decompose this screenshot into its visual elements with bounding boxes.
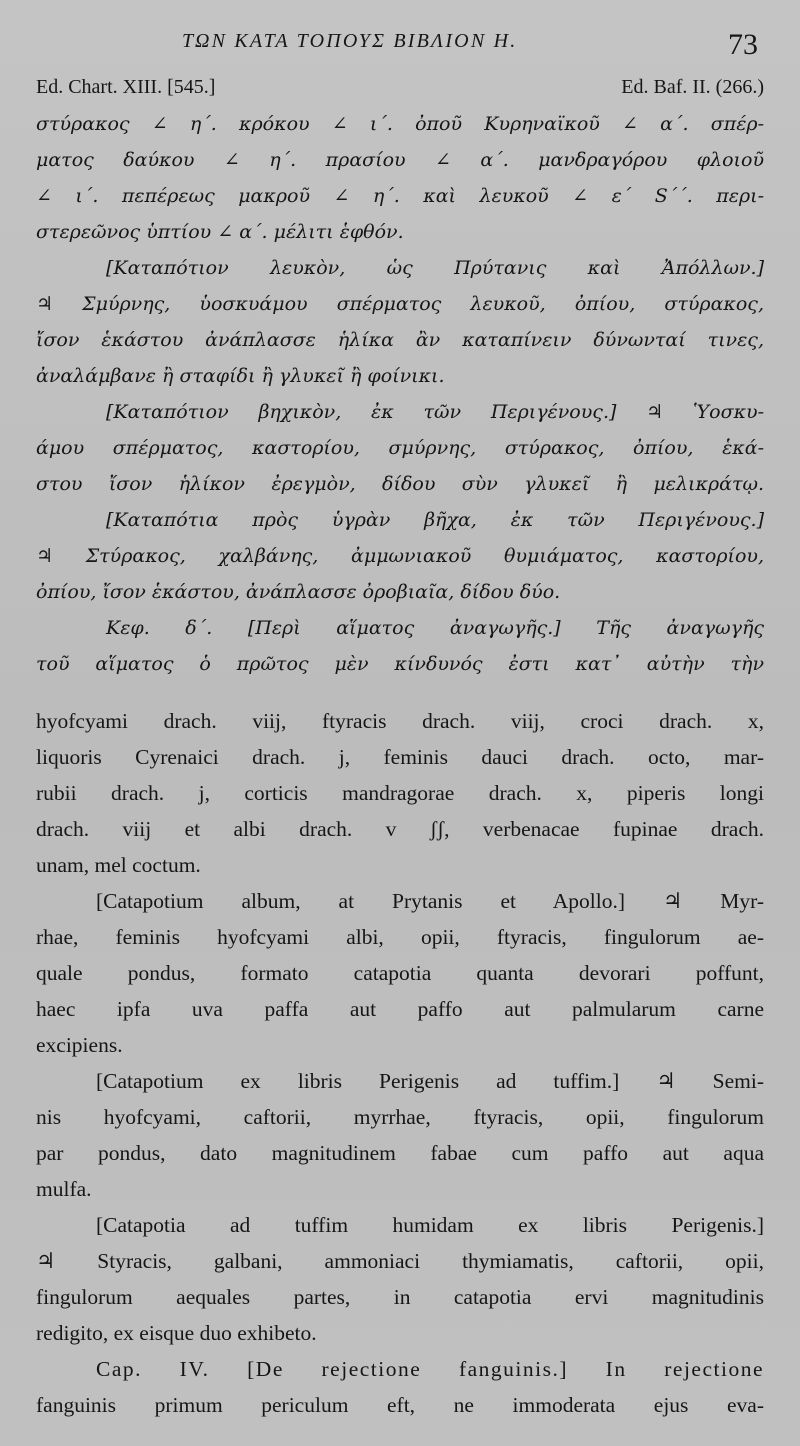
greek-recipe-heading: [Καταπότια πρὸς ὑγρὰν βῆχα, ἐκ τῶν Περιγένους.] [106,509,764,531]
greek-line: ματος δαύκου ∠ η΄. πρασίου ∠ α΄. μανδραγόρου φλοιοῦ [36,149,764,171]
latin-line: excipiens. [36,1033,123,1057]
greek-line: άμου σπέρματος, καστορίου, σμύρνης, στύρακος, ὀπίου, ἑκά- [36,437,764,459]
latin-chapter-heading: Cap. IV. [De rejectione fanguinis.] In rejectione [96,1357,764,1381]
latin-line: hyofcyami drach. viij, ftyracis drach. viij, croci drach. x, [36,709,764,733]
latin-line: liquoris Cyrenaici drach. j, feminis dauci drach. octo, mar- [36,745,764,769]
latin-line: nis hyofcyami, caftorii, myrrhae, ftyracis, opii, fingulorum [36,1105,764,1129]
latin-line: par pondus, dato magnitudinem fabae cum paffo aut aqua [36,1141,764,1165]
latin-line: ♃ Styracis, galbani, ammoniaci thymiamatis, caftorii, opii, [36,1249,764,1273]
latin-line: fingulorum aequales partes, in catapotia ervi magnitudinis [36,1285,764,1309]
greek-line: ὀπίου, ἴσον ἑκάστου, ἀνάπλασσε ὀροβιαῖα, δίδου δύο. [36,581,561,603]
greek-line: στου ἴσον ἡλίκον ἐρεγμὸν, δίδου σὺν γλυκεῖ ἢ μελικράτῳ. [36,473,764,495]
greek-recipe-heading: [Καταπότιον βηχικὸν, ἐκ τῶν Περιγένους.] ♃ Ὑοσκυ- [106,401,764,423]
latin-text-block [36,703,764,1423]
greek-chapter-heading: Κεφ. δ΄. [Περὶ αἵματος ἀναγωγῆς.] Τῆς ἀναγωγῆς [106,617,764,639]
greek-line: στύρακος ∠ η΄. κρόκου ∠ ι΄. ὀποῦ Κυρηναϊκοῦ ∠ α΄. σπέρ- [36,113,764,135]
greek-line: ♃ Στύρακος, χαλβάνης, ἀμμωνιακοῦ θυμιάματος, καστορίου, [36,545,764,567]
running-title: ΤΩΝ ΚΑΤΑ ΤΟΠΟΥΣ ΒΙΒΛΙΟΝ Η. [182,30,518,52]
edition-basel-reference: Ed. Baf. II. (266.) [621,76,764,98]
greek-recipe-heading: [Καταπότιον λευκὸν, ὡς Πρύτανις καὶ Ἀπόλλων.] [106,257,764,279]
latin-line: rubii drach. j, corticis mandragorae drach. x, piperis longi [36,781,764,805]
edition-reference-line [36,76,764,102]
latin-line: rhae, feminis hyofcyami albi, opii, ftyracis, fingulorum ae- [36,925,764,949]
greek-line: ἀναλάμβανε ἢ σταφίδι ἢ γλυκεῖ ἢ φοίνικι. [36,365,445,387]
latin-line: unam, mel coctum. [36,853,201,877]
greek-line: τοῦ αἵματος ὁ πρῶτος μὲν κίνδυνός ἐστι κατ᾽ αὐτὴν τὴν [36,653,764,675]
latin-line: quale pondus, formato catapotia quanta devorari poffunt, [36,961,764,985]
latin-line: drach. viij et albi drach. v ʃʃ, verbenacae fupinae drach. [36,817,764,841]
greek-line: στερεῶνος ὑπτίου ∠ α΄. μέλιτι ἑφθόν. [36,221,404,243]
greek-line: ♃ Σμύρνης, ὑοσκυάμου σπέρματος λευκοῦ, ὀπίου, στύρακος, [36,293,764,315]
greek-line: ἴσον ἑκάστου ἀνάπλασσε ἡλίκα ἂν καταπίνειν δύνωνταί τινες, [36,329,764,351]
edition-chartier-reference: Ed. Chart. XIII. [545.] [36,76,216,98]
latin-recipe-heading: [Catapotium ex libris Perigenis ad tuffim.] ♃ Semi- [96,1069,764,1093]
latin-line: fanguinis primum periculum eft, ne immoderata ejus eva- [36,1393,764,1417]
latin-recipe-heading: [Catapotia ad tuffim humidam ex libris Perigenis.] [96,1213,764,1237]
greek-line: ∠ ι΄. πεπέρεως μακροῦ ∠ η΄. καὶ λευκοῦ ∠ ε΄ S΄΄. περι- [36,185,764,207]
page-number: 73 [728,28,758,61]
latin-line: haec ipfa uva paffa aut paffo aut palmularum carne [36,997,764,1021]
latin-line: redigito, ex eisque duo exhibeto. [36,1321,317,1345]
latin-recipe-heading: [Catapotium album, at Prytanis et Apollo.] ♃ Myr- [96,889,764,913]
latin-line: mulfa. [36,1177,92,1201]
greek-text-block [36,106,764,682]
